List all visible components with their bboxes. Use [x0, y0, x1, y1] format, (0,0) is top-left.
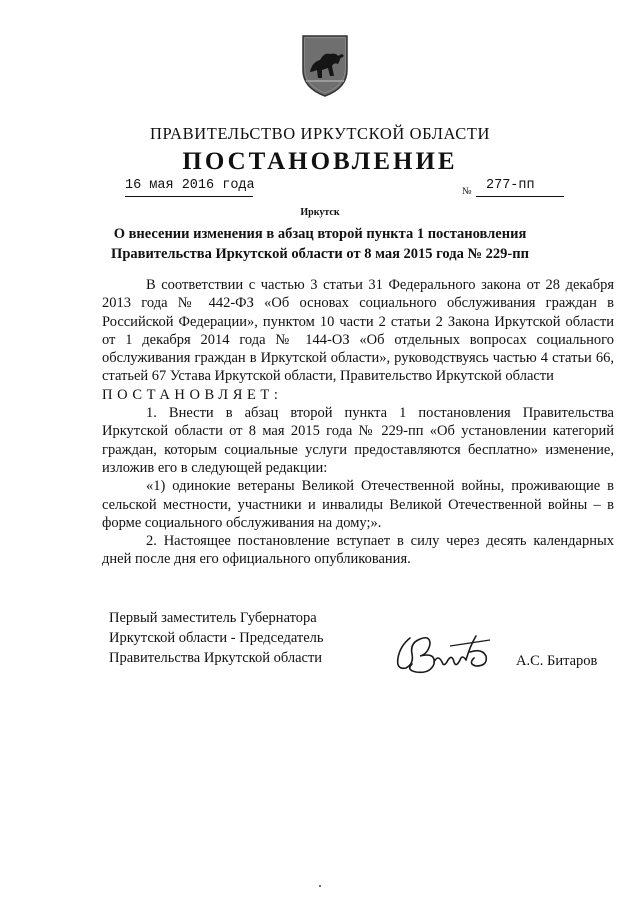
signer-title-line-1: Первый заместитель Губернатора [109, 610, 317, 626]
number-sign: № [462, 186, 472, 197]
document-subject [90, 224, 550, 264]
subject-line-2: Правительства Иркутской области от 8 мая 2015 года № 229-пп [111, 246, 529, 262]
document-body [102, 276, 614, 569]
item-1-paragraph: 1. Внести в абзац второй пункта 1 постановления Правительства Иркутской области от 8 мая 2015 года № 229-пп «Об установлении категорий граждан, которым социальные услуги предоставляются бесплатно» изменение, изложив его в следующей редакции: [102, 405, 614, 476]
quote-paragraph: «1) одинокие ветераны Великой Отечественной войны, проживающие в сельской местности, участники и инвалиды Великой Отечественной войны – в форме социального обслуживания на дому;». [102, 478, 614, 531]
item-2-paragraph: 2. Настоящее постановление вступает в силу через десять календарных дней после дня его официального опубликования. [102, 533, 614, 568]
handwritten-signature-icon [390, 626, 500, 682]
city: Иркутск [300, 207, 340, 218]
signer-title [109, 608, 349, 668]
date-underline [125, 196, 253, 197]
document-date: 16 мая 2016 года [125, 178, 255, 193]
decree-word: ПОСТАНОВЛЯЕТ: [102, 386, 283, 403]
document-number: 277-пп [486, 178, 535, 193]
signer-title-line-3: Правительства Иркутской области [109, 650, 323, 666]
subject-line-1: О внесении изменения в абзац второй пункта 1 постановления [113, 226, 527, 242]
coat-of-arms-icon [300, 32, 350, 98]
signer-name: А.С. Битаров [516, 653, 598, 669]
scan-speck [319, 885, 321, 887]
preamble-paragraph: В соответствии с частью 3 статьи 31 Федерального закона от 28 декабря 2013 года № 442-ФЗ «Об основах социального обслуживания граждан в Российской Федерации», пунктом 10 части 2 статьи 2 Закона Иркутской области от 1 декабря 2014 года № 144-ОЗ «Об отдельных вопросах социального обслуживания граждан в Иркутской области», руководствуясь частью 4 статьи 66, статьей 67 Устава Иркутской области, Правительство Иркутской области [102, 277, 614, 385]
document-type: ПОСТАНОВЛЕНИЕ [182, 148, 458, 175]
government-title: ПРАВИТЕЛЬСТВО ИРКУТСКОЙ ОБЛАСТИ [149, 124, 491, 143]
number-underline [476, 196, 564, 197]
signer-title-line-2: Иркутской области - Председатель [109, 630, 324, 646]
